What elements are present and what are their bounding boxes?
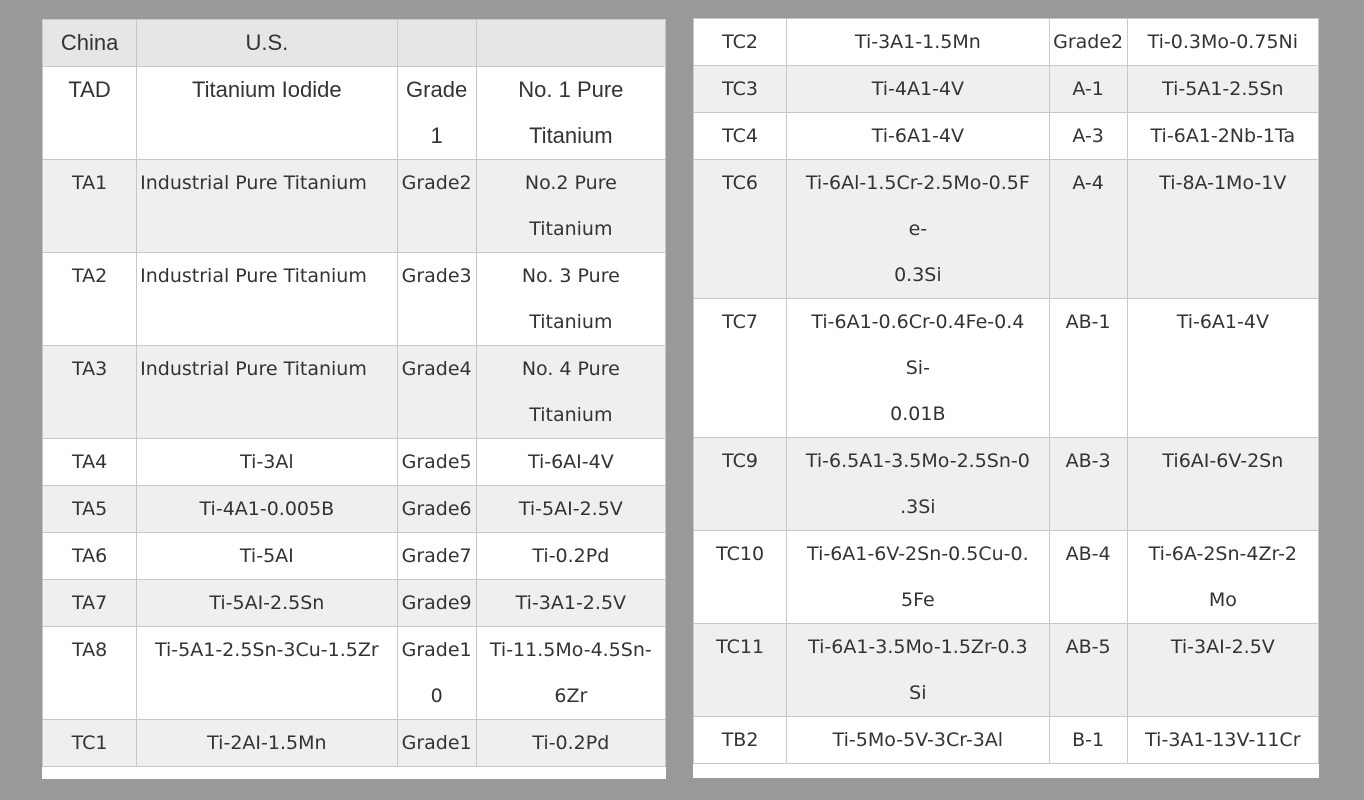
cell-line: Ti-6.5A1-3.5Mo-2.5Sn-0: [805, 450, 1030, 472]
cell-line: Titanium: [529, 218, 613, 240]
china-alloy-name-cell: [787, 66, 1049, 113]
table-row: [43, 580, 666, 627]
cell-line: Ti-3A1-13V-11Cr: [1145, 729, 1301, 751]
right-comparison-table: [693, 18, 1319, 764]
us-grade-cell: [1049, 717, 1127, 764]
us-grade-cell: [397, 580, 476, 627]
table-row: [694, 624, 1319, 717]
china-alloy-name-cell: [787, 19, 1049, 66]
us-alloy-name-cell: [1127, 299, 1318, 438]
left-table-panel: [42, 19, 666, 779]
china-grade-cell: TA2: [43, 253, 137, 346]
cell-line: Ti-6A1-4V: [871, 125, 964, 147]
table-header-cell: [397, 20, 476, 67]
us-grade-cell: [1049, 160, 1127, 299]
china-grade-cell: TC2: [694, 19, 787, 66]
china-alloy-name-cell: [787, 624, 1049, 717]
cell-line: 0.01B: [890, 403, 946, 425]
cell-line: Ti-5AI: [239, 545, 294, 567]
china-alloy-name-cell: [787, 160, 1049, 299]
cell-line: Ti-3A1-1.5Mn: [854, 31, 981, 53]
cell-line: Grade2: [401, 172, 472, 194]
cell-line: Si-: [905, 357, 930, 379]
china-alloy-name-cell: [787, 113, 1049, 160]
cell-line: Si: [909, 682, 927, 704]
cell-line: Mo: [1208, 589, 1237, 611]
cell-line: Grade5: [401, 451, 472, 473]
us-grade-cell: [1049, 624, 1127, 717]
china-alloy-name-cell: [137, 720, 397, 767]
us-alloy-name-cell: [476, 160, 665, 253]
cell-line: Titanium: [529, 404, 613, 426]
table-row: [43, 160, 666, 253]
cell-line: Ti-6A1-6V-2Sn-0.5Cu-0.: [807, 543, 1029, 565]
cell-line: .3Si: [900, 496, 936, 518]
table-row: [43, 253, 666, 346]
cell-line: Ti-5AI-2.5Sn: [209, 592, 325, 614]
china-alloy-name-cell: [787, 531, 1049, 624]
us-alloy-name-cell: [476, 533, 665, 580]
us-grade-cell: [1049, 66, 1127, 113]
us-grade-cell: [1049, 438, 1127, 531]
cell-line: A-4: [1072, 172, 1104, 194]
cell-line: Ti-5AI-2.5V: [518, 498, 623, 520]
china-alloy-name-cell: [137, 160, 397, 253]
left-comparison-table: [42, 19, 666, 767]
china-alloy-name-cell: [137, 439, 397, 486]
us-grade-cell: [397, 439, 476, 486]
table-row: [43, 720, 666, 767]
cell-line: A-3: [1072, 125, 1104, 147]
china-alloy-name-cell: [787, 299, 1049, 438]
cell-line: Ti-6A1-0.6Cr-0.4Fe-0.4: [811, 311, 1025, 333]
cell-line: Ti-6AI-4V: [527, 451, 614, 473]
china-alloy-name-cell: [787, 717, 1049, 764]
cell-line: Ti-3Al: [240, 451, 294, 473]
cell-line: Ti-6A-2Sn-4Zr-2: [1148, 543, 1298, 565]
us-alloy-name-cell: [476, 580, 665, 627]
cell-line: No. 1 Pure: [518, 77, 624, 102]
china-grade-cell: TAD: [43, 67, 137, 160]
cell-line: Ti-6A1-2Nb-1Ta: [1150, 125, 1296, 147]
china-grade-cell: TA5: [43, 486, 137, 533]
cell-line: Industrial Pure Titanium: [140, 265, 367, 287]
us-alloy-name-cell: [476, 346, 665, 439]
cell-line: Titanium Iodide: [192, 77, 342, 102]
us-alloy-name-cell: [1127, 66, 1318, 113]
china-alloy-name-cell: [787, 438, 1049, 531]
cell-line: 5Fe: [901, 589, 935, 611]
table-row: [694, 113, 1319, 160]
us-alloy-name-cell: [476, 67, 665, 160]
us-grade-cell: [1049, 299, 1127, 438]
cell-line: Ti-6A1-4V: [1176, 311, 1269, 333]
cell-line: Ti-5A1-2.5Sn: [1162, 78, 1284, 100]
cell-line: Titanium: [529, 311, 613, 333]
us-grade-cell: [1049, 113, 1127, 160]
cell-line: 0.3Si: [894, 264, 942, 286]
china-grade-cell: TA4: [43, 439, 137, 486]
cell-line: Ti-2AI-1.5Mn: [207, 732, 327, 754]
us-alloy-name-cell: [476, 253, 665, 346]
cell-line: Titanium: [529, 123, 613, 148]
cell-line: Ti-4A1-0.005B: [199, 498, 335, 520]
us-grade-cell: [1049, 19, 1127, 66]
china-grade-cell: TB2: [694, 717, 787, 764]
china-alloy-name-cell: [137, 346, 397, 439]
us-alloy-name-cell: [1127, 531, 1318, 624]
cell-line: Grade7: [401, 545, 472, 567]
cell-line: Ti-5Mo-5V-3Cr-3Al: [832, 729, 1004, 751]
china-grade-cell: TC11: [694, 624, 787, 717]
china-alloy-name-cell: [137, 627, 397, 720]
cell-line: Ti6AI-6V-2Sn: [1162, 450, 1284, 472]
table-row: [694, 438, 1319, 531]
us-alloy-name-cell: [1127, 19, 1318, 66]
cell-line: Grade: [406, 77, 468, 102]
us-grade-cell: [397, 253, 476, 346]
cell-line: AB-1: [1065, 311, 1111, 333]
china-grade-cell: TA1: [43, 160, 137, 253]
cell-line: Ti-5A1-2.5Sn-3Cu-1.5Zr: [155, 639, 379, 661]
china-grade-cell: TC1: [43, 720, 137, 767]
cell-line: AB-4: [1065, 543, 1111, 565]
us-grade-cell: [397, 160, 476, 253]
cell-line: e-: [908, 218, 928, 240]
us-alloy-name-cell: [476, 486, 665, 533]
us-alloy-name-cell: [476, 720, 665, 767]
china-grade-cell: TA8: [43, 627, 137, 720]
china-grade-cell: TC4: [694, 113, 787, 160]
cell-line: Grade1: [401, 639, 472, 661]
table-row: [43, 67, 666, 160]
cell-line: Ti-0.3Mo-0.75Ni: [1147, 31, 1299, 53]
table-row: [43, 439, 666, 486]
table-row: [43, 486, 666, 533]
cell-line: Grade3: [401, 265, 472, 287]
us-alloy-name-cell: [1127, 113, 1318, 160]
cell-line: Grade2: [1053, 31, 1124, 53]
cell-line: Ti-6Al-1.5Cr-2.5Mo-0.5F: [805, 172, 1030, 194]
china-alloy-name-cell: [137, 580, 397, 627]
us-alloy-name-cell: [1127, 717, 1318, 764]
cell-line: 0: [430, 685, 443, 707]
us-grade-cell: [397, 533, 476, 580]
table-row: [694, 717, 1319, 764]
us-alloy-name-cell: [1127, 160, 1318, 299]
cell-line: Ti-8A-1Mo-1V: [1159, 172, 1287, 194]
table-row: [43, 627, 666, 720]
cell-line: Industrial Pure Titanium: [140, 358, 367, 380]
us-grade-cell: [397, 67, 476, 160]
table-header-cell: [476, 20, 665, 67]
table-row: [694, 531, 1319, 624]
cell-line: Grade1: [401, 732, 472, 754]
us-grade-cell: [397, 627, 476, 720]
cell-line: Ti-0.2Pd: [532, 732, 610, 754]
china-alloy-name-cell: [137, 253, 397, 346]
cell-line: A-1: [1072, 78, 1104, 100]
cell-line: Ti-6A1-3.5Mo-1.5Zr-0.3: [808, 636, 1028, 658]
china-grade-cell: TA7: [43, 580, 137, 627]
us-grade-cell: [1049, 531, 1127, 624]
table-row: [694, 299, 1319, 438]
china-grade-cell: TA6: [43, 533, 137, 580]
cell-line: Ti-4A1-4V: [871, 78, 964, 100]
china-alloy-name-cell: [137, 67, 397, 160]
us-grade-cell: [397, 346, 476, 439]
table-header-cell: China: [43, 20, 137, 67]
cell-line: Grade9: [401, 592, 472, 614]
cell-line: 1: [430, 123, 443, 148]
cell-line: Ti-3A1-2.5V: [515, 592, 627, 614]
us-alloy-name-cell: [1127, 438, 1318, 531]
us-grade-cell: [397, 486, 476, 533]
china-alloy-name-cell: [137, 533, 397, 580]
table-row: [43, 346, 666, 439]
table-row: [694, 66, 1319, 113]
china-grade-cell: TA3: [43, 346, 137, 439]
china-grade-cell: TC10: [694, 531, 787, 624]
cell-line: AB-3: [1065, 450, 1111, 472]
table-header-row: [43, 20, 666, 67]
china-grade-cell: TC3: [694, 66, 787, 113]
us-alloy-name-cell: [476, 439, 665, 486]
right-table-panel: [693, 18, 1319, 778]
cell-line: No. 3 Pure: [521, 265, 620, 287]
table-row: [694, 160, 1319, 299]
table-header-cell: U.S.: [137, 20, 397, 67]
cell-line: Ti-3AI-2.5V: [1170, 636, 1275, 658]
cell-line: B-1: [1072, 729, 1105, 751]
china-grade-cell: TC6: [694, 160, 787, 299]
cell-line: Industrial Pure Titanium: [140, 172, 367, 194]
us-grade-cell: [397, 720, 476, 767]
cell-line: 6Zr: [554, 685, 588, 707]
cell-line: AB-5: [1065, 636, 1111, 658]
cell-line: Ti-0.2Pd: [532, 545, 610, 567]
us-alloy-name-cell: [476, 627, 665, 720]
us-alloy-name-cell: [1127, 624, 1318, 717]
table-row: [43, 533, 666, 580]
table-row: [694, 19, 1319, 66]
china-grade-cell: TC7: [694, 299, 787, 438]
cell-line: Ti-11.5Mo-4.5Sn-: [489, 639, 652, 661]
cell-line: No.2 Pure: [524, 172, 617, 194]
china-grade-cell: TC9: [694, 438, 787, 531]
cell-line: Grade6: [401, 498, 472, 520]
cell-line: No. 4 Pure: [521, 358, 620, 380]
china-alloy-name-cell: [137, 486, 397, 533]
cell-line: Grade4: [401, 358, 472, 380]
